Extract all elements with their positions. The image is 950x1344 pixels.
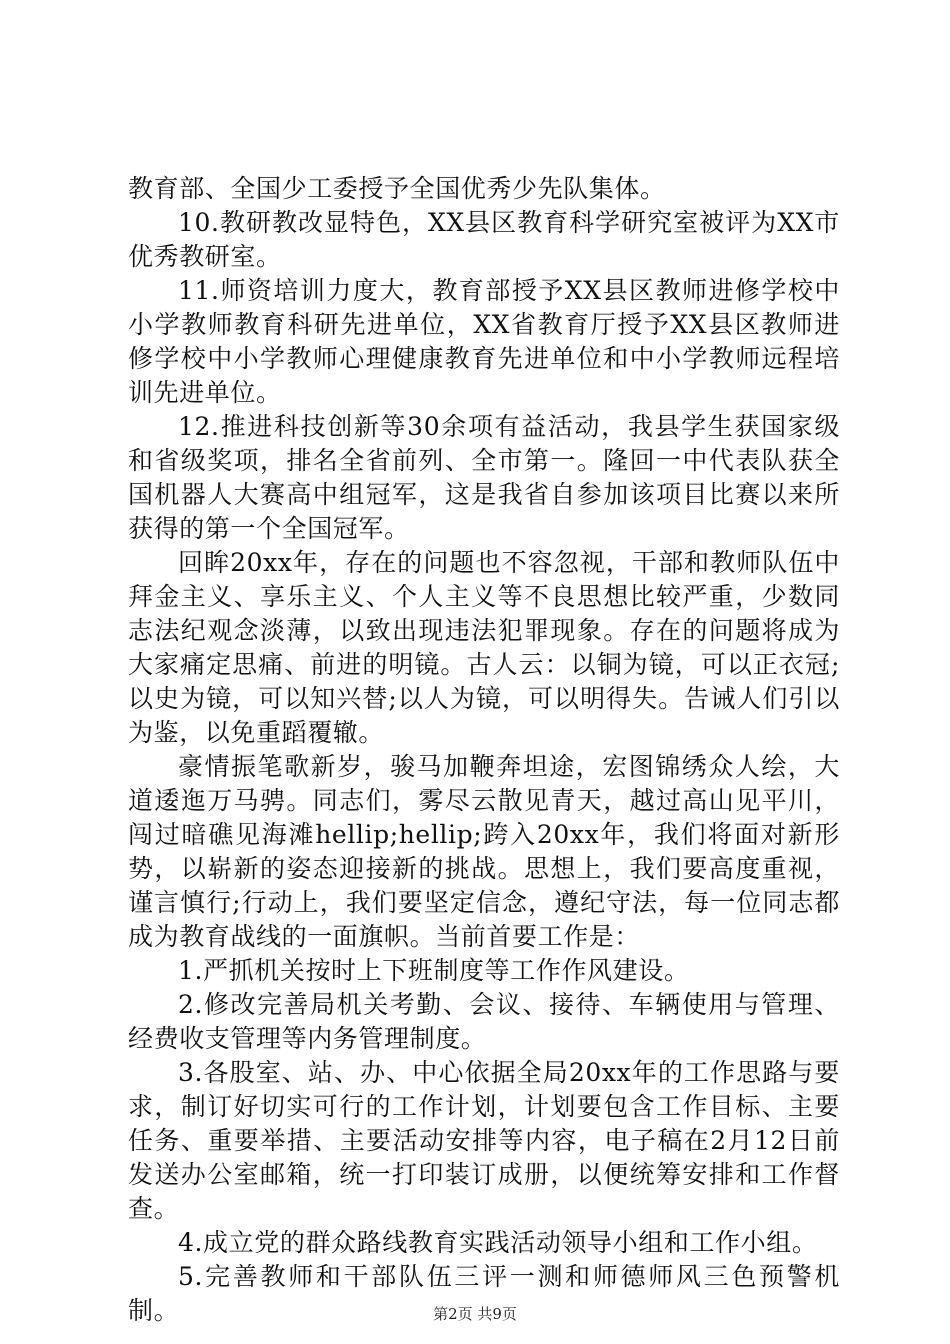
paragraph-10: 5.完善教师和干部队伍三评一测和师德师风三色预警机制。 xyxy=(128,1262,840,1325)
document-body xyxy=(128,172,840,1328)
paragraph-5: 豪情振笔歌新岁，骏马加鞭奔坦途，宏图锦绣众人绘，大道逶迤万马骋。同志们，雾尽云散见青天，越过高山见平川，闯过暗礁见海滩hellip;hellip;跨入20xx年，我们将面对新形势，以崭新的姿态迎接新的挑战。思想上，我们要高度重视，谨言慎行;行动上，我们要坚定信念，遵纪守法，每一位同志都成为教育战线的一面旗帜。当前首要工作是： xyxy=(128,752,840,951)
paragraph-6: 1.严抓机关按时上下班制度等工作作风建设。 xyxy=(178,956,690,985)
paragraph-8: 3.各股室、站、办、中心依据全局20xx年的工作思路与要求，制订好切实可行的工作计划，计划要包含工作目标、主要任务、重要举措、主要活动安排等内容，电子稿在2月12日前发送办公室邮箱，统一打印装订成册，以便统筹安排和工作督查。 xyxy=(128,1058,840,1223)
paragraph-2: 11.师资培训力度大，教育部授予XX县区教师进修学校中小学教师教育科研先进单位，XX省教育厅授予XX县区教师进修学校中小学教师心理健康教育先进单位和中小学教师远程培训先进单位。 xyxy=(128,276,840,407)
paragraph-3: 12.推进科技创新等30余项有益活动，我县学生获国家级和省级奖项，排名全省前列、全市第一。隆回一中代表队获全国机器人大赛高中组冠军，这是我省自参加该项目比赛以来所获得的第一个全国冠军。 xyxy=(128,412,840,543)
page-footer xyxy=(0,1303,950,1324)
paragraph-9: 4.成立党的群众路线教育实践活动领导小组和工作小组。 xyxy=(178,1228,818,1257)
paragraph-1: 10.教研教改显特色，XX县区教育科学研究室被评为XX市优秀教研室。 xyxy=(128,208,840,271)
paragraph-7: 2.修改完善局机关考勤、会议、接待、车辆使用与管理、经费收支管理等内务管理制度。 xyxy=(128,990,840,1053)
paragraph-0: 教育部、全国少工委授予全国优秀少先队集体。 xyxy=(128,174,666,203)
paragraph-4: 回眸20xx年，存在的问题也不容忽视，干部和教师队伍中拜金主义、享乐主义、个人主义等不良思想比较严重，少数同志法纪观念淡薄，以致出现违法犯罪现象。存在的问题将成为大家痛定思痛、前进的明镜。古人云：以铜为镜，可以正衣冠;以史为镜，可以知兴替;以人为镜，可以明得失。告诫人们引以为鉴，以免重蹈覆辙。 xyxy=(128,548,840,747)
page-number-label: 第2页 共9页 xyxy=(433,1305,517,1323)
